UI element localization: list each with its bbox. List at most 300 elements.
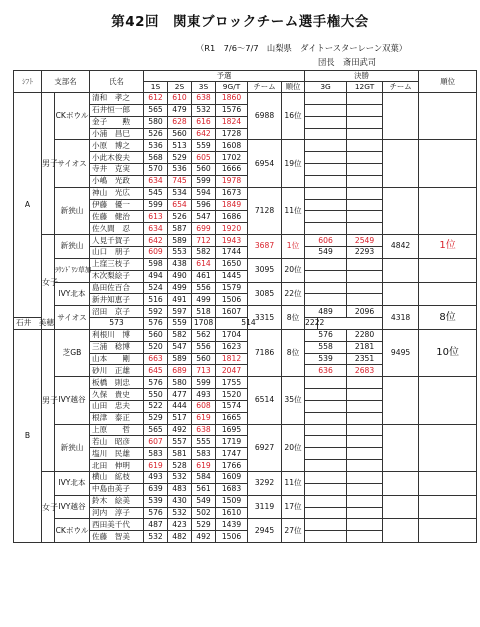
- game-score: 529: [192, 519, 216, 531]
- final-total: [347, 436, 383, 448]
- final-team-total: [383, 282, 419, 306]
- game-score: 557: [168, 436, 192, 448]
- final-total: [347, 472, 383, 484]
- game-score: 483: [168, 483, 192, 495]
- player-name: 河内 淳子: [90, 507, 144, 519]
- final-rank: 10位: [419, 329, 477, 376]
- series-total: 1683: [216, 483, 248, 495]
- game2-header: 2S: [168, 82, 192, 93]
- player-name: 金子 勲: [90, 116, 144, 128]
- final-total: [347, 448, 383, 460]
- final-total: 2096: [347, 306, 383, 318]
- player-name: 山田 忠夫: [90, 400, 144, 412]
- final-game: [305, 211, 347, 223]
- game-score: 549: [192, 495, 216, 507]
- game-score: 634: [144, 175, 168, 187]
- game-score: 638: [192, 424, 216, 436]
- game-score: 607: [144, 436, 168, 448]
- series-total: 1608: [216, 140, 248, 152]
- final-team-total: 4318: [383, 306, 419, 330]
- game-score: 553: [168, 246, 192, 258]
- final-game: [305, 460, 347, 472]
- final-team-total: [383, 187, 419, 234]
- game-score: 568: [144, 152, 168, 164]
- game-score: 516: [144, 294, 168, 306]
- branch-header: 支部名: [42, 71, 90, 93]
- game-score: 638: [192, 93, 216, 105]
- page-title: 第42回 関東ブロックチーム選手権大会: [111, 14, 369, 30]
- branch-name: CKボウル: [55, 93, 90, 140]
- player-row: [14, 140, 477, 152]
- final-game: [305, 436, 347, 448]
- team-total: 3315: [248, 306, 282, 330]
- team-rank: 11位: [282, 187, 305, 234]
- game-score: 528: [168, 460, 192, 472]
- final-game: [305, 400, 347, 412]
- final-total: [347, 104, 383, 116]
- final-total: [347, 164, 383, 176]
- game-score: 642: [144, 235, 168, 247]
- game-score: 502: [192, 507, 216, 519]
- final-team-total: 9495: [383, 329, 419, 376]
- player-row: [14, 93, 477, 105]
- game-score: 536: [144, 140, 168, 152]
- final-game: [305, 448, 347, 460]
- player-name: 小嶋 光政: [90, 175, 144, 187]
- final-total: 2222: [305, 318, 325, 328]
- game-score: 487: [144, 519, 168, 531]
- series-total: 1943: [216, 235, 248, 247]
- player-name: 根津 泰正: [90, 412, 144, 424]
- player-row: [14, 306, 477, 318]
- team-rank: 20位: [282, 258, 305, 282]
- game-score: 532: [192, 104, 216, 116]
- team-rank: 16位: [282, 93, 305, 140]
- placing-header: 順位: [282, 82, 305, 93]
- game-score: 612: [144, 93, 168, 105]
- final-total: [347, 223, 383, 235]
- series-total: 1506: [216, 294, 248, 306]
- player-row: [14, 377, 477, 389]
- game-score: 555: [192, 436, 216, 448]
- branch-name: 新狭山: [55, 187, 90, 234]
- team-rank: 27位: [282, 519, 305, 543]
- final-total: [347, 519, 383, 531]
- final-game: [305, 199, 347, 211]
- game-score: 594: [192, 187, 216, 199]
- game-score: 613: [144, 211, 168, 223]
- game-score: 444: [168, 400, 192, 412]
- player-name: 山口 朋子: [90, 246, 144, 258]
- series-total: 1623: [216, 341, 248, 353]
- final-game: [305, 270, 347, 282]
- series-total: 1702: [216, 152, 248, 164]
- player-name: 寺井 克実: [90, 164, 144, 176]
- game-score: 482: [168, 531, 192, 543]
- team-total: 3095: [248, 258, 282, 282]
- series-total: 1849: [216, 199, 248, 211]
- game-score: 547: [192, 211, 216, 223]
- branch-name: 新狭山: [55, 424, 90, 471]
- game-score: 583: [144, 448, 168, 460]
- player-name: 清和 孝之: [90, 93, 144, 105]
- final-total: [347, 282, 383, 294]
- final-total: [347, 400, 383, 412]
- series-total: 1506: [216, 531, 248, 543]
- final-game: [305, 140, 347, 152]
- final-game: [305, 187, 347, 199]
- series-total: 1744: [216, 246, 248, 258]
- player-name: 石井恒一郎: [90, 104, 144, 116]
- series-total: 1574: [216, 400, 248, 412]
- final-game: [305, 483, 347, 495]
- branch-name: IVY越谷: [55, 377, 90, 424]
- total-header: 9G/T: [216, 82, 248, 93]
- player-name: 砂川 正雄: [90, 365, 144, 377]
- game-score: 599: [192, 377, 216, 389]
- game-score: 576: [144, 318, 168, 330]
- team-total: 6514: [248, 377, 282, 424]
- final-total: [347, 175, 383, 187]
- team-rank: 17位: [282, 495, 305, 519]
- series-total: 1708: [192, 318, 216, 330]
- name-header: 氏名: [90, 71, 144, 93]
- game-score: 605: [192, 152, 216, 164]
- final-rank: [419, 258, 477, 282]
- player-name: 中島由美子: [90, 483, 144, 495]
- final-total: 2293: [347, 246, 383, 258]
- game-score: 534: [168, 187, 192, 199]
- game-score: 493: [144, 472, 168, 484]
- series-total: 1666: [216, 164, 248, 176]
- game-score: 639: [144, 483, 168, 495]
- branch-name: 新狭山: [55, 235, 90, 259]
- team-rank: 1位: [282, 235, 305, 259]
- final-team-total: [383, 424, 419, 471]
- branch-name: サイオス: [55, 306, 90, 330]
- game-score: 609: [144, 246, 168, 258]
- gender-label: 女子: [42, 235, 55, 330]
- game-score: 589: [168, 235, 192, 247]
- final-team-total: [383, 140, 419, 187]
- final-rank: [419, 495, 477, 519]
- player-name: 小原 博之: [90, 140, 144, 152]
- player-row: [14, 187, 477, 199]
- player-name: 若山 昭彦: [90, 436, 144, 448]
- final-total: [347, 187, 383, 199]
- final-total: [347, 531, 383, 543]
- final-12gt-header: 12GT: [347, 82, 383, 93]
- series-total: 1520: [216, 389, 248, 401]
- game-score: 518: [192, 306, 216, 318]
- game-score: 529: [144, 412, 168, 424]
- game-score: 599: [144, 199, 168, 211]
- final-game: [305, 495, 347, 507]
- final-game: 636: [305, 365, 347, 377]
- series-total: 1607: [216, 306, 248, 318]
- shift-header: ｼﾌﾄ: [14, 71, 42, 93]
- series-total: 1686: [216, 211, 248, 223]
- final-rank: [419, 424, 477, 471]
- final-game: [305, 412, 347, 424]
- branch-name: IVY越谷: [55, 495, 90, 519]
- game-score: 596: [192, 199, 216, 211]
- final-team-total: [383, 258, 419, 282]
- series-total: 1509: [216, 495, 248, 507]
- final-game: [305, 164, 347, 176]
- game-score: 560: [144, 329, 168, 341]
- game-score: 598: [144, 258, 168, 270]
- final-game: 606: [305, 235, 347, 247]
- game-score: 490: [168, 270, 192, 282]
- gender-label: 女子: [42, 472, 55, 543]
- game-score: 494: [144, 270, 168, 282]
- series-total: 1610: [216, 507, 248, 519]
- team-rank: 8位: [282, 329, 305, 376]
- final-total: [347, 389, 383, 401]
- final-total: 2181: [347, 341, 383, 353]
- team-total: 2945: [248, 519, 282, 543]
- final-game: [305, 472, 347, 484]
- player-name: 石井 美穂: [14, 318, 42, 330]
- series-total: 1719: [216, 436, 248, 448]
- game-score: 645: [144, 365, 168, 377]
- final-rank: [419, 140, 477, 187]
- team-rank: 19位: [282, 140, 305, 187]
- player-name: 新井知恵子: [90, 294, 144, 306]
- game-score: 492: [168, 424, 192, 436]
- series-total: 1576: [216, 104, 248, 116]
- series-total: 1579: [216, 282, 248, 294]
- series-total: 1650: [216, 258, 248, 270]
- game-score: 576: [144, 377, 168, 389]
- game-score: 513: [168, 140, 192, 152]
- final-total: [347, 140, 383, 152]
- game3-header: 3S: [192, 82, 216, 93]
- final-rank: 8位: [419, 306, 477, 330]
- final-game: [305, 519, 347, 531]
- game-score: 689: [168, 365, 192, 377]
- final-game: [305, 128, 347, 140]
- series-total: 1728: [216, 128, 248, 140]
- game-score: 477: [168, 389, 192, 401]
- player-name: 利根川 博: [90, 329, 144, 341]
- game-score: 560: [192, 353, 216, 365]
- player-name: 佐藤 智美: [90, 531, 144, 543]
- game-score: 560: [168, 128, 192, 140]
- branch-name: IVY北本: [55, 282, 90, 306]
- game-score: 559: [168, 318, 192, 330]
- game-score: 493: [192, 389, 216, 401]
- game-score: 597: [168, 306, 192, 318]
- player-name: 上原 哲: [90, 424, 144, 436]
- game-score: 550: [144, 389, 168, 401]
- game-score: 532: [144, 531, 168, 543]
- final-team-total: [383, 495, 419, 519]
- game-score: 628: [168, 116, 192, 128]
- game-score: 581: [168, 448, 192, 460]
- branch-name: ﾗｳﾝﾄﾞﾜﾝ草加: [55, 258, 90, 282]
- final-total: [347, 199, 383, 211]
- player-row: [14, 258, 477, 270]
- final-total: [347, 270, 383, 282]
- series-total: 1766: [216, 460, 248, 472]
- game-score: 584: [192, 472, 216, 484]
- player-name: 島田佐百合: [90, 282, 144, 294]
- final-game: [305, 507, 347, 519]
- game-score: 536: [168, 164, 192, 176]
- series-total: 1824: [216, 116, 248, 128]
- game-score: 532: [168, 507, 192, 519]
- final-game: [305, 152, 347, 164]
- shift-label: A: [14, 93, 42, 318]
- final-game: [305, 104, 347, 116]
- game-score: 576: [144, 507, 168, 519]
- final-rank: [419, 472, 477, 496]
- final-team-total: [383, 472, 419, 496]
- player-row: [14, 329, 477, 341]
- player-row: [14, 472, 477, 484]
- final-total: 2280: [347, 329, 383, 341]
- team-total: 7186: [248, 329, 282, 376]
- player-name: 木次梨絵子: [90, 270, 144, 282]
- player-name: 塩川 民雄: [90, 448, 144, 460]
- player-name: 沼田 京子: [90, 306, 144, 318]
- game-score: 583: [192, 448, 216, 460]
- team-rank: 11位: [282, 472, 305, 496]
- game-score: 582: [168, 329, 192, 341]
- game-score: 492: [192, 531, 216, 543]
- final-total: [347, 116, 383, 128]
- game-score: 570: [144, 164, 168, 176]
- series-total: 1920: [216, 223, 248, 235]
- game-score: 634: [144, 223, 168, 235]
- game-score: 556: [192, 282, 216, 294]
- game-score: 587: [168, 223, 192, 235]
- player-name: 鈴木 絵美: [90, 495, 144, 507]
- final-rank: [419, 187, 477, 234]
- series-total: 1704: [216, 329, 248, 341]
- player-name: 人見千賀子: [90, 235, 144, 247]
- final-total: 2351: [347, 353, 383, 365]
- game-score: 561: [192, 483, 216, 495]
- final-rank: [419, 377, 477, 424]
- final-game: [305, 116, 347, 128]
- player-name: 小此木俊夫: [90, 152, 144, 164]
- game-score: 524: [144, 282, 168, 294]
- final-total: [347, 495, 383, 507]
- team-total: 3292: [248, 472, 282, 496]
- branch-name: IVY北本: [55, 472, 90, 496]
- branch-name: 芝GB: [55, 329, 90, 376]
- game-score: 461: [192, 270, 216, 282]
- final-total: [347, 93, 383, 105]
- final-3g-header: 3G: [305, 82, 347, 93]
- game-score: 619: [144, 460, 168, 472]
- game-score: 517: [168, 412, 192, 424]
- game-score: 580: [168, 377, 192, 389]
- series-total: 2047: [216, 365, 248, 377]
- final-team-total: [383, 93, 419, 140]
- results-table: [13, 70, 477, 543]
- final-team-total: [383, 519, 419, 543]
- game-score: 526: [144, 128, 168, 140]
- game-score: 699: [192, 223, 216, 235]
- final-team-total: [383, 377, 419, 424]
- game-score: 499: [168, 282, 192, 294]
- game-score: 713: [192, 365, 216, 377]
- player-row: [14, 282, 477, 294]
- game-score: 438: [168, 258, 192, 270]
- game-score: 491: [168, 294, 192, 306]
- game-score: 545: [144, 187, 168, 199]
- team-rank: 20位: [282, 424, 305, 471]
- player-name: 小浦 昌巳: [90, 128, 144, 140]
- series-total: 1673: [216, 187, 248, 199]
- series-total: 1665: [216, 412, 248, 424]
- series-total: 1609: [216, 472, 248, 484]
- final-game: 539: [305, 353, 347, 365]
- player-name: 佐藤 健治: [90, 211, 144, 223]
- team-leader: 団長 斎田武司: [318, 57, 377, 67]
- player-name: 上窪三枝子: [90, 258, 144, 270]
- game-score: 560: [192, 164, 216, 176]
- event-info: （R1 7/6〜7/7 山梨県 ダイトースターレーン双葉）: [196, 43, 408, 53]
- final-game: [305, 294, 347, 306]
- game-score: 599: [192, 175, 216, 187]
- game1-header: 1S: [144, 82, 168, 93]
- final-team-header: チーム: [383, 82, 419, 93]
- game-score: 430: [168, 495, 192, 507]
- final-total: [347, 152, 383, 164]
- game-score: 559: [192, 140, 216, 152]
- team-total: 3687: [248, 235, 282, 259]
- game-score: 608: [192, 400, 216, 412]
- game-score: 614: [192, 258, 216, 270]
- game-score: 539: [144, 495, 168, 507]
- final-rank: [419, 519, 477, 543]
- final-game: 514: [216, 318, 282, 330]
- game-score: 582: [192, 246, 216, 258]
- final-game: [305, 223, 347, 235]
- final-game: 558: [305, 341, 347, 353]
- game-score: 532: [168, 472, 192, 484]
- series-total: 1978: [216, 175, 248, 187]
- game-score: 529: [168, 152, 192, 164]
- branch-name: サイオス: [55, 140, 90, 187]
- team-total: 7128: [248, 187, 282, 234]
- player-name: 三浦 稔博: [90, 341, 144, 353]
- series-total: 1812: [216, 353, 248, 365]
- gender-label: 男子: [42, 329, 55, 471]
- game-score: 712: [192, 235, 216, 247]
- game-score: 616: [192, 116, 216, 128]
- final-total: 2549: [347, 235, 383, 247]
- final-total: [347, 128, 383, 140]
- final-team-total: 4842: [383, 235, 419, 259]
- series-total: 1695: [216, 424, 248, 436]
- final-game: [305, 282, 347, 294]
- team-total: 6988: [248, 93, 282, 140]
- team-total: 3085: [248, 282, 282, 306]
- game-score: 610: [168, 93, 192, 105]
- game-score: 556: [192, 341, 216, 353]
- player-row: [14, 235, 477, 247]
- final-total: [347, 211, 383, 223]
- player-row: [14, 495, 477, 507]
- game-score: 522: [144, 400, 168, 412]
- final-rank: [419, 282, 477, 306]
